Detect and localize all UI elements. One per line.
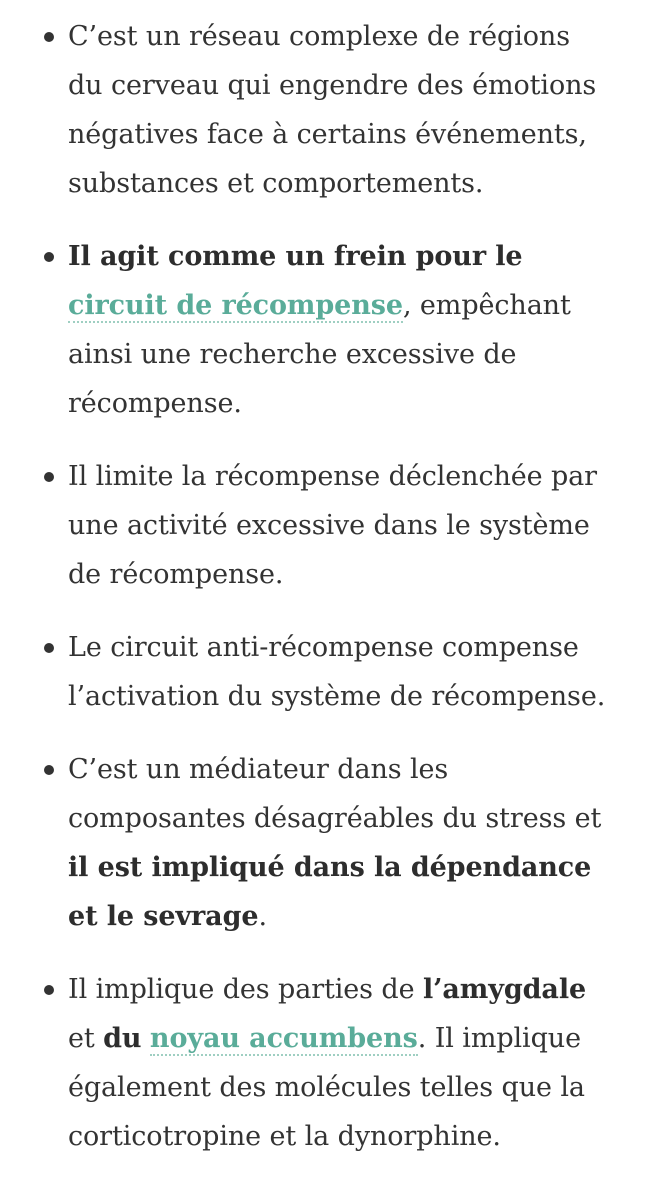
list-item	[0, 12, 650, 208]
link-circuit-de-recompense[interactable]: circuit de récompense	[68, 290, 403, 321]
list-item	[0, 452, 650, 599]
item-text: , empêchant ainsi une recherche excessive de récompense.	[68, 290, 571, 419]
list-item	[0, 232, 650, 428]
item-text: C’est un médiateur dans les composantes désagréables du stress et	[68, 754, 602, 834]
item-bold-du: du	[103, 1023, 142, 1054]
list-item	[0, 745, 650, 941]
item-text: Il limite la récompense déclenchée par une activité excessive dans le système de récompense.	[68, 461, 597, 590]
item-bold-amygdale: l’amygdale	[422, 974, 587, 1005]
article-content	[0, 12, 650, 1185]
item-bold-text: il est impliqué dans la dépendance et le sevrage	[68, 852, 592, 932]
item-text-mid: et	[68, 1023, 95, 1054]
list-item	[0, 623, 650, 721]
item-text-end: .	[258, 901, 267, 932]
item-text-rest: . Il implique également des molécules telles que la corticotropine et la dynorphine.	[68, 1023, 585, 1152]
link-noyau-accumbens[interactable]: noyau accumbens	[149, 1023, 418, 1054]
list-item	[0, 965, 650, 1161]
item-text: Il implique des parties de	[68, 974, 415, 1005]
bullet-list	[0, 12, 650, 1161]
item-text: C’est un réseau complexe de régions du cerveau qui engendre des émotions négatives face à certains événements, substances et comportements.	[68, 21, 597, 199]
item-bold-text: Il agit comme un frein pour le	[68, 241, 523, 272]
item-text: Le circuit anti-récompense compense l’activation du système de récompense.	[68, 632, 606, 712]
